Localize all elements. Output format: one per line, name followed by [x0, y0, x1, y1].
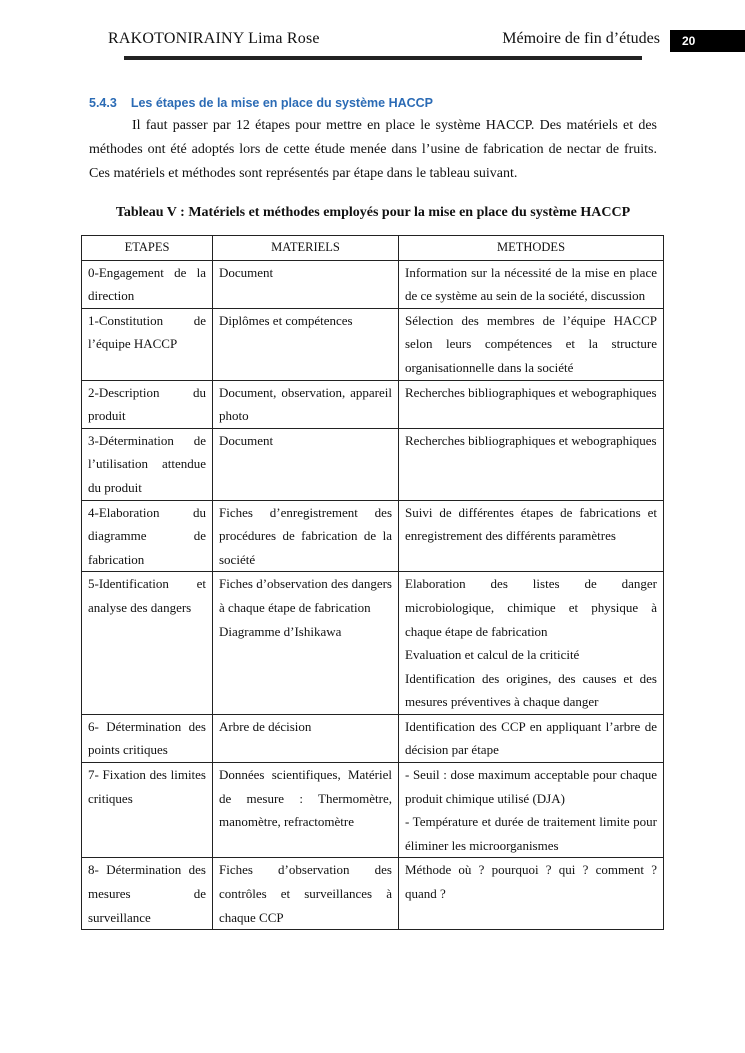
header-document-title: Mémoire de fin d’études: [502, 30, 660, 47]
table-row: [82, 380, 664, 428]
materiels-line: Fiches d’observation des dangers à chaque étape de fabrication: [219, 576, 392, 615]
table-row: [82, 308, 664, 380]
cell-etape: 8- Détermination des mesures de surveillance: [82, 858, 213, 930]
methodes-line: - Température et durée de traitement limite pour éliminer les microorganismes: [405, 814, 657, 853]
cell-materiels: [213, 428, 399, 500]
cell-etape: 7- Fixation des limites critiques: [82, 763, 213, 858]
cell-methodes: [399, 308, 664, 380]
cell-methodes: [399, 428, 664, 500]
header-rule: [124, 56, 642, 60]
cell-etape: 6- Détermination des points critiques: [82, 714, 213, 762]
page-number-badge: 20: [670, 30, 745, 52]
materiels-line: Document, observation, appareil photo: [219, 384, 392, 424]
cell-materiels: [213, 763, 399, 858]
table-row: [82, 260, 664, 308]
methodes-line: Suivi de différentes étapes de fabrications et enregistrement des différents paramètres: [405, 504, 657, 544]
cell-etape: 0-Engagement de la direction: [82, 260, 213, 308]
cell-materiels: [213, 572, 399, 715]
materiels-line: Diagramme d’Ishikawa: [219, 623, 342, 639]
cell-methodes: [399, 714, 664, 762]
methodes-line: - Seuil : dose maximum acceptable pour chaque produit chimique utilisé (DJA): [405, 767, 657, 806]
materiels-line: Arbre de décision: [219, 718, 312, 734]
materiels-line: Diplômes et compétences: [219, 312, 353, 328]
methodes-line: Méthode où ? pourquoi ? qui ? comment ? quand ?: [405, 862, 657, 902]
cell-methodes: [399, 572, 664, 715]
methodes-line: Identification des origines, des causes et des mesures préventives à chaque danger: [405, 670, 657, 710]
table-header-row: [82, 236, 664, 261]
materiels-line: Document: [219, 432, 274, 448]
header-methodes: METHODES: [399, 236, 664, 261]
header-materiels: MATERIELS: [213, 236, 399, 261]
methodes-line: Recherches bibliographiques et webographiques: [405, 384, 657, 400]
table-row: [82, 763, 664, 858]
cell-materiels: [213, 260, 399, 308]
table-row: [82, 858, 664, 930]
methodes-line: Recherches bibliographiques et webographiques: [405, 432, 657, 448]
methodes-line: Identification des CCP en appliquant l’arbre de décision par étape: [405, 718, 657, 758]
methodes-line: Information sur la nécessité de la mise en place de ce système au sein de la société, discussion: [405, 264, 657, 304]
methodes-line: Elaboration des listes de danger microbiologique, chimique et physique à chaque étape de fabrication: [405, 576, 657, 639]
methodes-line: Evaluation et calcul de la criticité: [405, 647, 580, 663]
table-row: [82, 428, 664, 500]
methodes-line: Sélection des membres de l’équipe HACCP selon leurs compétences et la structure organisationnelle dans la société: [405, 312, 657, 375]
section-title: Les étapes de la mise en place du système HACCP: [130, 96, 434, 110]
table-caption: Tableau V : Matériels et méthodes employés pour la mise en place du système HACCP: [115, 205, 631, 220]
materiels-line: Fiches d’observation des contrôles et surveillances à chaque CCP: [219, 862, 392, 925]
header-etapes: ETAPES: [82, 236, 213, 261]
cell-etape: 3-Détermination de l’utilisation attendue du produit: [82, 428, 213, 500]
cell-etape: 1-Constitution de l’équipe HACCP: [82, 308, 213, 380]
cell-etape: 2-Description du produit: [82, 380, 213, 428]
cell-methodes: [399, 260, 664, 308]
cell-etape: 5-Identification et analyse des dangers: [82, 572, 213, 715]
cell-methodes: [399, 858, 664, 930]
header-author: RAKOTONIRAINY Lima Rose: [108, 30, 320, 47]
materiels-line: Fiches d’enregistrement des procédures de fabrication de la société: [219, 504, 392, 567]
materiels-line: Données scientifiques, Matériel de mesure : Thermomètre, manomètre, refractomètre: [219, 767, 392, 830]
cell-materiels: [213, 308, 399, 380]
table-row: [82, 500, 664, 572]
intro-paragraph: Il faut passer par 12 étapes pour mettre en place le système HACCP. Des matériels et des méthodes ont été adoptés lors de cette étude menée dans l’usine de fabrication de nectar de fruits. Ces matériels et méthodes sont représentés par étape dans le tableau suivant.: [89, 118, 657, 181]
materiels-line: Document: [219, 264, 274, 280]
haccp-table: [81, 235, 664, 930]
cell-methodes: [399, 500, 664, 572]
cell-materiels: [213, 858, 399, 930]
section-number: 5.4.3: [89, 96, 117, 110]
table-row: [82, 714, 664, 762]
cell-etape: 4-Elaboration du diagramme de fabrication: [82, 500, 213, 572]
cell-methodes: [399, 763, 664, 858]
cell-methodes: [399, 380, 664, 428]
cell-materiels: [213, 380, 399, 428]
section-heading: [89, 96, 433, 110]
table-row: [82, 572, 664, 715]
cell-materiels: [213, 714, 399, 762]
cell-materiels: [213, 500, 399, 572]
